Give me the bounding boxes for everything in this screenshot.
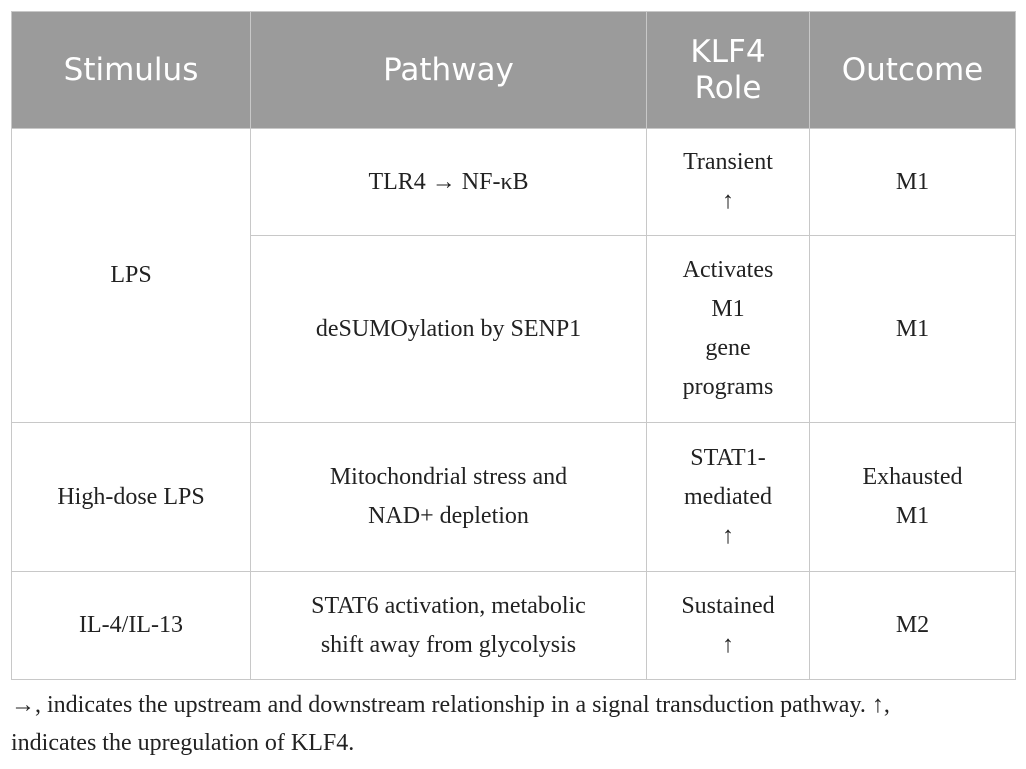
table-body xyxy=(12,129,1016,680)
cell-pathway-stat6 xyxy=(251,572,647,680)
cell-role-transient xyxy=(647,129,810,236)
cell-stimulus-high-dose-lps: High-dose LPS xyxy=(12,423,251,572)
header-klf4-role-line-2: Role xyxy=(694,70,762,106)
header-klf4-role-line-1: KLF4 xyxy=(690,34,766,70)
up-arrow-icon: ↑ xyxy=(722,631,734,658)
cell-outcome-m2: M2 xyxy=(810,572,1016,680)
up-arrow-icon: ↑ xyxy=(722,522,734,549)
outcome-line: Exhausted xyxy=(862,464,963,490)
cell-pathway-tlr4: TLR4 → NF-κB xyxy=(251,129,647,236)
cell-role-activates xyxy=(647,236,810,423)
header-stimulus: Stimulus xyxy=(12,12,251,129)
role-line: programs xyxy=(682,374,774,400)
role-line: Transient xyxy=(683,149,773,175)
cell-outcome-exhausted-m1 xyxy=(810,423,1016,572)
cell-stimulus-il4-il13: IL-4/IL-13 xyxy=(12,572,251,680)
table-row xyxy=(12,129,1016,236)
data-table-container xyxy=(11,11,1015,680)
role-line: STAT1- xyxy=(690,444,766,471)
pathway-line: shift away from glycolysis xyxy=(320,631,577,658)
table-row xyxy=(12,572,1016,680)
cell-pathway-desumoylation: deSUMOylation by SENP1 xyxy=(251,236,647,423)
role-line: mediated xyxy=(684,483,772,510)
role-line: gene xyxy=(705,335,751,361)
role-line: Activates xyxy=(682,257,774,283)
footnote-line: →, indicates the upstream and downstream relationship in a signal transduction pathway. ↑, xyxy=(11,692,890,718)
cell-pathway-mitochondrial xyxy=(251,423,647,572)
footnote-line: indicates the upregulation of KLF4. xyxy=(11,730,355,756)
cell-role-sustained xyxy=(647,572,810,680)
table-footnote xyxy=(11,686,1015,762)
outcome-line: M1 xyxy=(895,503,930,529)
header-pathway: Pathway xyxy=(251,12,647,129)
role-line: M1 xyxy=(711,296,745,322)
cell-outcome-m1: M1 xyxy=(810,236,1016,423)
table-row xyxy=(12,423,1016,572)
cell-role-stat1 xyxy=(647,423,810,572)
header-row xyxy=(12,12,1016,129)
table-header xyxy=(12,12,1016,129)
up-arrow-icon: ↑ xyxy=(722,188,734,214)
pathway-line: STAT6 activation, metabolic xyxy=(311,592,586,619)
pathway-line: Mitochondrial stress and xyxy=(329,464,568,490)
header-outcome: Outcome xyxy=(810,12,1016,129)
header-klf4-role xyxy=(647,12,810,129)
role-line: Sustained xyxy=(681,592,775,619)
klf4-stimulus-table xyxy=(11,11,1016,680)
cell-outcome-m1: M1 xyxy=(810,129,1016,236)
cell-stimulus-lps: LPS xyxy=(12,129,251,423)
pathway-line: NAD+ depletion xyxy=(368,503,529,529)
